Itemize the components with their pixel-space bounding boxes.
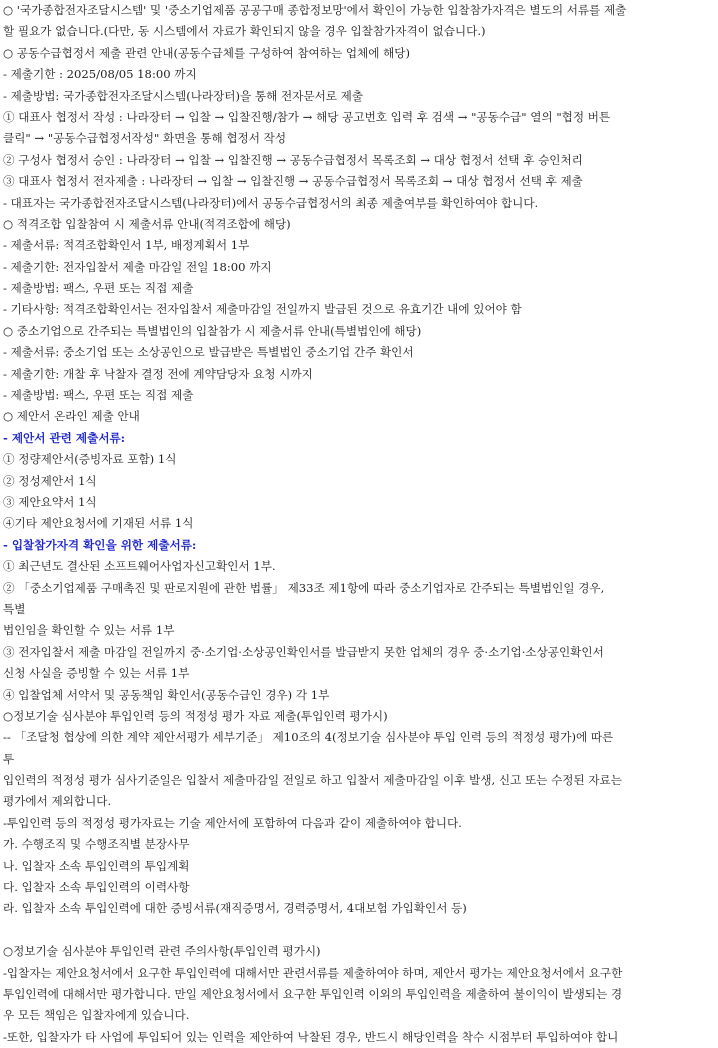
text-line: ○ 적격조합 입찰참여 시 제출서류 안내(적격조합에 해당): [3, 216, 291, 231]
text-line: - 대표자는 국가종합전자조달시스템(나라장터)에서 공동수급협정서의 최종 제출여부를 확인하여야 합니다.: [3, 195, 539, 210]
text-line: -투입인력 등의 적정성 평가자료는 기술 제안서에 포함하여 다음과 같이 제출하여야 합니다.: [3, 815, 462, 830]
text-line: 평가에서 제외합니다.: [3, 794, 112, 809]
text-line: 클릭" → "공동수급협정서작성" 화면을 통해 협정서 작성: [3, 131, 287, 146]
text-line: ① 정량제안서(증빙자료 포함) 1식: [3, 452, 177, 467]
text-line: 특별: [3, 601, 26, 616]
text-line: 할 필요가 없습니다.(다만, 동 시스템에서 자료가 확인되지 않을 경우 입찰참가자격이 없습니다.): [3, 24, 486, 39]
text-line: ② 정성제안서 1식: [3, 473, 97, 488]
text-line: - 제출방법: 국가종합전자조달시스템(나라장터)을 통해 전자문서로 제출: [3, 88, 364, 103]
text-line: -입찰자는 제안요청서에서 요구한 투입인력에 대해서만 관련서류를 제출하여야 하며, 제안서 평가는 제안요청서에서 요구한: [3, 965, 623, 980]
text-line: - 제출방법: 팩스, 우편 또는 직접 제출: [3, 281, 194, 296]
text-line: 입인력의 적정성 평가 심사기준일은 입찰서 제출마감일 전일로 하고 입찰서 제출마감일 이후 발생, 신고 또는 수정된 자료는: [3, 773, 622, 788]
text-line: ② 「중소기업제품 구매촉진 및 판로지원에 관한 법률」 제33조 제1항에 따라 중소기업자로 간주되는 특별법인일 경우,: [3, 580, 605, 595]
text-line: ○ 공동수급협정서 제출 관련 안내(공동수급체를 구성하여 참여하는 업체에 해당): [3, 45, 411, 60]
text-line: 신청 사실을 증빙할 수 있는 서류 1부: [3, 666, 190, 681]
text-line: ① 최근년도 결산된 소프트웨어사업자신고확인서 1부.: [3, 559, 276, 574]
text-line: - 기타사항: 적격조합확인서는 전자입찰서 제출마감일 전일까지 발급된 것으로 유효기간 내에 있어야 함: [3, 302, 522, 317]
text-line: ④ 입찰업체 서약서 및 공동책임 확인서(공동수급인 경우) 각 1부: [3, 687, 330, 702]
blank-line: [3, 920, 715, 941]
text-line: ② 구성사 협정서 승인 : 나라장터 → 입찰 → 입찰진행 → 공동수급협정서 목록조회 → 대상 협정서 선택 후 승인처리: [3, 152, 583, 167]
text-line: ④기타 제안요청서에 기재된 서류 1식: [3, 516, 194, 531]
text-line: ○정보기술 심사분야 투입인력 등의 적정성 평가 자료 제출(투입인력 평가시): [3, 708, 388, 723]
text-line: 다. 입찰자 소속 투입인력의 이력사항: [3, 880, 190, 895]
text-line: ○ 중소기업으로 간주되는 특별법인의 입찰참가 시 제출서류 안내(특별법인에 해당): [3, 323, 422, 338]
text-line: 나. 입찰자 소속 투입인력의 투입계획: [3, 858, 190, 873]
text-line: - 제출기한 : 2025/08/05 18:00 까지: [3, 67, 197, 82]
text-line: ○정보기술 심사분야 투입인력 관련 주의사항(투입인력 평가시): [3, 944, 321, 959]
text-line: -- 「조달청 협상에 의한 계약 제안서평가 세부기준」 제10조의 4(정보기술 심사분야 투입 인력 등의 적정성 평가)에 따른: [3, 730, 614, 745]
text-line: - 제출기한: 개찰 후 낙찰자 결정 전에 계약담당자 요청 시까지: [3, 366, 313, 381]
text-line: 우 모든 책임은 입찰자에게 있습니다.: [3, 1008, 190, 1023]
text-line: ○ 제안서 온라인 제출 안내: [3, 409, 140, 424]
text-line: 가. 수행조직 및 수행조직별 분장사무: [3, 837, 190, 852]
text-line: -또한, 입찰자가 타 사업에 투입되어 있는 인력을 제안하여 낙찰된 경우, 반드시 해당인력을 착수 시점부터 투입하여야 합니: [3, 1029, 619, 1044]
section-heading: - 제안서 관련 제출서류:: [3, 430, 125, 445]
text-line: ③ 제안요약서 1식: [3, 494, 97, 509]
text-line: - 제출방법: 팩스, 우편 또는 직접 제출: [3, 388, 194, 403]
text-line: ① 대표사 협정서 작성 : 나라장터 → 입찰 → 입찰진행/참가 → 해당 공고번호 입력 후 검색 → "공동수급" 열의 "협정 버튼: [3, 109, 611, 124]
text-line: 라. 입찰자 소속 투입인력에 대한 증빙서류(재직증명서, 경력증명서, 4대보험 가입확인서 등): [3, 901, 467, 916]
text-line: ③ 대표사 협정서 전자제출 : 나라장터 → 입찰 → 입찰진행 → 공동수급협정서 목록조회 → 대상 협정서 선택 후 제출: [3, 174, 583, 189]
text-line: - 제출서류: 중소기업 또는 소상공인으로 발급받은 특별법인 중소기업 간주 확인서: [3, 345, 414, 360]
text-line: - 제출서류: 적격조합확인서 1부, 배정계획서 1부: [3, 238, 250, 253]
text-line: 법인임을 확인할 수 있는 서류 1부: [3, 623, 175, 638]
text-line: ○ '국가종합전자조달시스템' 및 '중소기업제품 공공구매 종합정보망'에서 확인이 가능한 입찰참가자격은 별도의 서류를 제출: [3, 3, 627, 17]
text-line: 투입인력에 대해서만 평가합니다. 만일 제안요청서에서 요구한 투입인력 이외의 투입인력을 제출하여 불이익이 발생되는 경: [3, 986, 623, 1001]
text-line: - 제출기한: 전자입찰서 제출 마감일 전일 18:00 까지: [3, 259, 272, 274]
text-line: 투: [3, 751, 15, 766]
section-heading: - 입찰참가자격 확인을 위한 제출서류:: [3, 537, 197, 552]
text-line: ③ 전자입찰서 제출 마감일 전일까지 중·소기업·소상공인확인서를 발급받지 못한 업체의 경우 중·소기업·소상공인확인서: [3, 644, 604, 659]
